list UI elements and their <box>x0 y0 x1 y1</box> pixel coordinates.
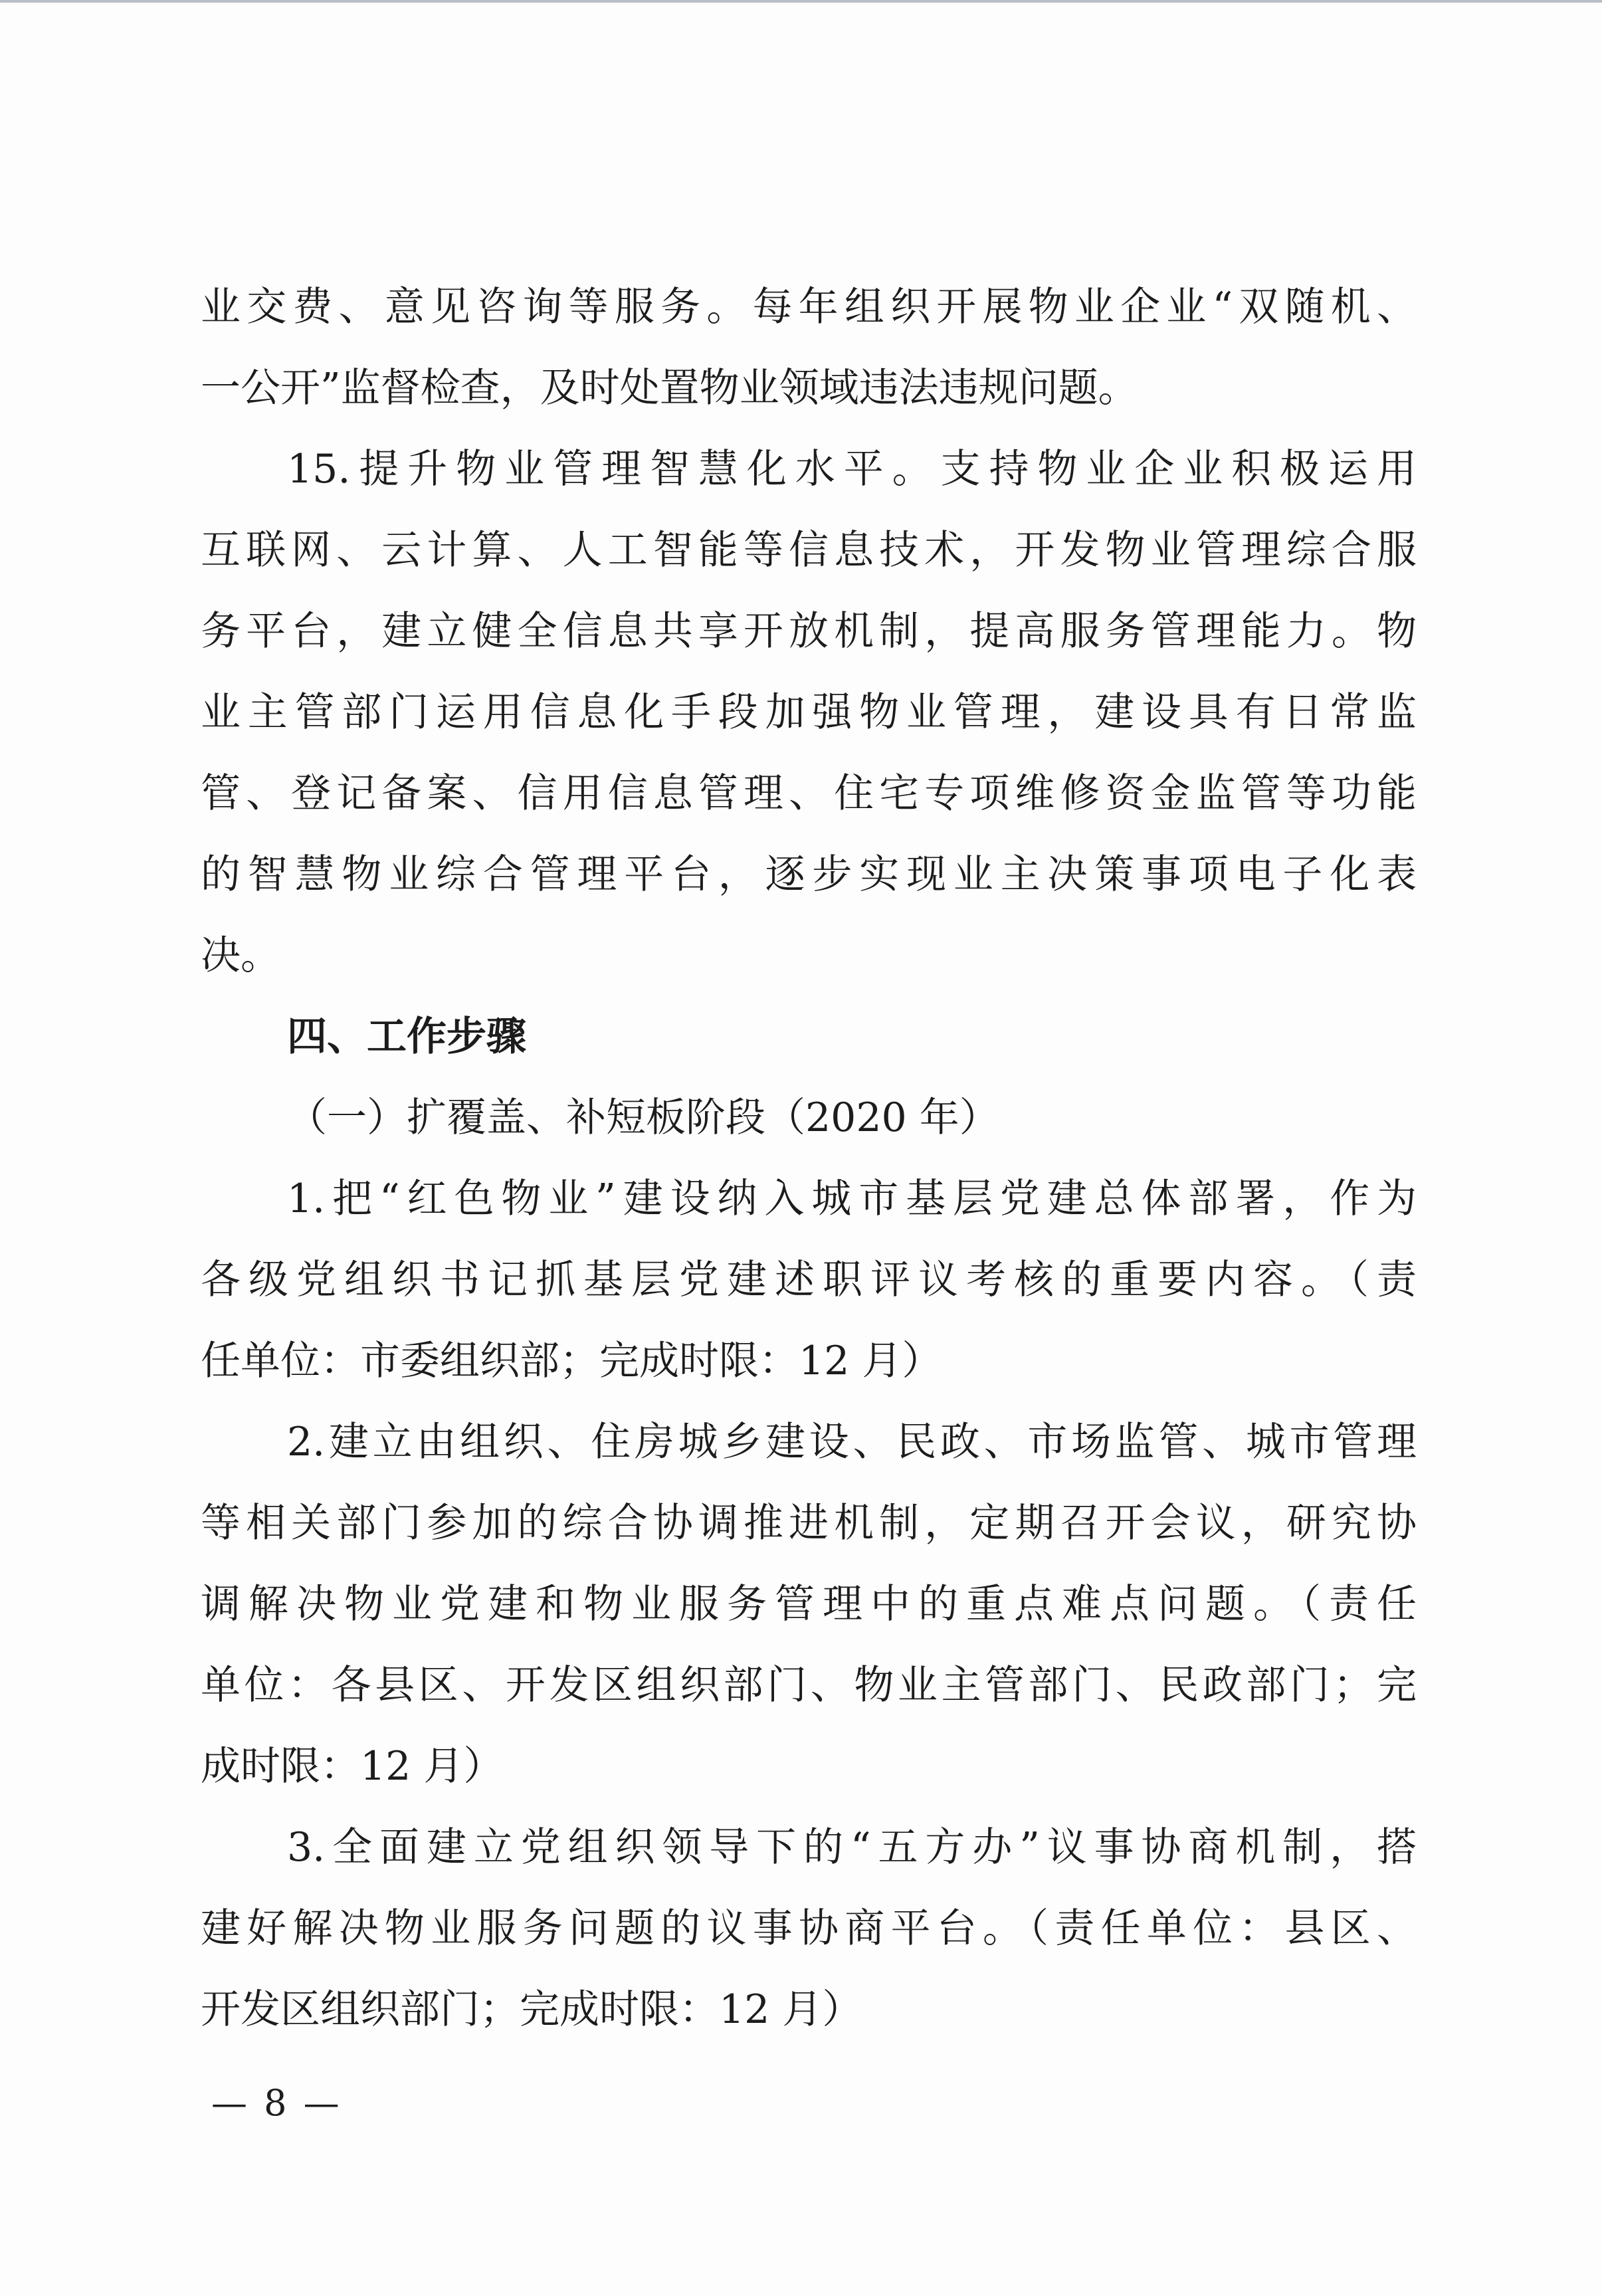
body-line: 决。 <box>201 932 280 979</box>
body-line: 成时限：12 月） <box>201 1743 504 1790</box>
body-line: 业主管部门运用信息化手段加强物业管理，建设具有日常监 <box>201 689 1417 736</box>
scan-top-edge <box>0 0 1602 3</box>
section-15-line: 15.提升物业管理智慧化水平。支持物业企业积极运用 <box>287 446 1417 492</box>
item-1-line: 1.把“红色物业”建设纳入城市基层党建总体部署，作为 <box>287 1176 1417 1222</box>
body-line: 一公开”监督检查，及时处置物业领域违法违规问题。 <box>201 365 1138 411</box>
subsection-heading: （一）扩覆盖、补短板阶段（2020 年） <box>287 1095 999 1141</box>
body-line: 等相关部门参加的综合协调推进机制，定期召开会议，研究协 <box>201 1500 1417 1546</box>
body-line: 务平台，建立健全信息共享开放机制，提高服务管理能力。物 <box>201 608 1417 655</box>
body-line: 调解决物业党建和物业服务管理中的重点难点问题。（责任 <box>201 1581 1417 1627</box>
body-line: 互联网、云计算、人工智能等信息技术，开发物业管理综合服 <box>201 527 1417 574</box>
body-line: 建好解决物业服务问题的议事协商平台。（责任单位：县区、 <box>201 1905 1417 1952</box>
body-line: 任单位：市委组织部；完成时限：12 月） <box>201 1338 942 1384</box>
body-line: 管、登记备案、信用信息管理、住宅专项维修资金监管等功能 <box>201 770 1417 817</box>
body-line: 各级党组织书记抓基层党建述职评议考核的重要内容。（责 <box>201 1257 1417 1303</box>
item-3-line: 3.全面建立党组织领导下的“五方办”议事协商机制，搭 <box>287 1824 1417 1871</box>
section-heading: 四、工作步骤 <box>287 1013 526 1060</box>
body-line: 开发区组织部门；完成时限：12 月） <box>201 1986 862 2033</box>
body-line: 的智慧物业综合管理平台，逐步实现业主决策事项电子化表 <box>201 851 1417 898</box>
body-line: 单位：各县区、开发区组织部门、物业主管部门、民政部门；完 <box>201 1662 1417 1709</box>
page-number: — 8 — <box>211 2082 342 2124</box>
item-2-line: 2.建立由组织、住房城乡建设、民政、市场监管、城市管理 <box>287 1419 1417 1465</box>
body-line: 业交费、意见咨询等服务。每年组织开展物业企业“双随机、 <box>201 284 1417 330</box>
